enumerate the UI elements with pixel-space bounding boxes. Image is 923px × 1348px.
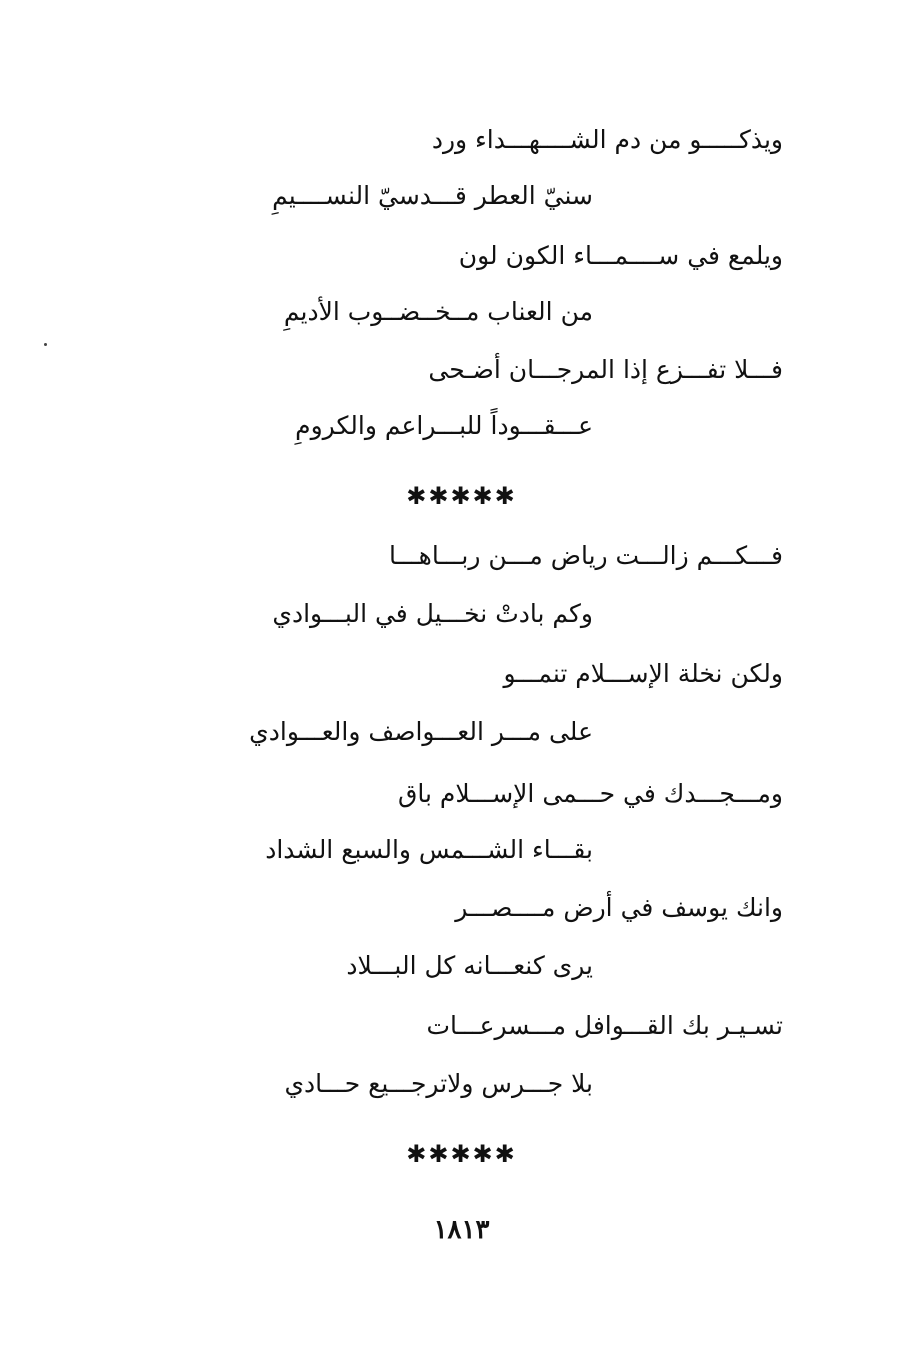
page-number: ١٨١٣ xyxy=(433,1215,490,1245)
verse-line: وانك يوسف في أرض مــــصـــر xyxy=(455,893,783,922)
section-separator: ✱✱✱✱✱ xyxy=(406,482,517,510)
verse-line: بلا جـــرس ولاترجـــيع حـــادي xyxy=(284,1069,593,1098)
verse-line: ولكن نخلة الإســـلام تنمـــو xyxy=(503,659,783,688)
scan-speck xyxy=(44,343,47,346)
verse-line: ويذكـــــو من دم الشــــهـــداء ورد xyxy=(431,125,783,154)
verse-line: تسـيـر بك القـــوافل مـــسرعـــات xyxy=(426,1011,783,1040)
verse-line: عـــقـــوداً للبـــراعم والكرومِ xyxy=(295,411,593,440)
verse-line: بقـــاء الشـــمس والسبع الشداد xyxy=(265,835,593,864)
verse-line: وكم بادتْ نخـــيل في البـــوادي xyxy=(272,599,593,628)
verse-line: ومـــجـــدك في حـــمى الإســـلام باق xyxy=(397,779,783,808)
verse-line: من العناب مــخــضــوب الأديمِ xyxy=(283,297,593,326)
verse-line: فـــكـــم زالـــت رياض مـــن ربـــاهـــا xyxy=(389,541,783,570)
verse-line: يرى كنعـــانه كل البـــلاد xyxy=(346,951,593,980)
verse-line: على مـــر العـــواصف والعـــوادي xyxy=(249,717,593,746)
verse-line: فـــلا تفـــزع إذا المرجـــان أضـحى xyxy=(428,355,783,384)
verse-line: سنيّ العطر قـــدسيّ النســــيمِ xyxy=(272,181,593,210)
section-separator: ✱✱✱✱✱ xyxy=(406,1140,517,1168)
verse-line: ويلمع في ســــمـــاء الكون لون xyxy=(458,241,783,270)
